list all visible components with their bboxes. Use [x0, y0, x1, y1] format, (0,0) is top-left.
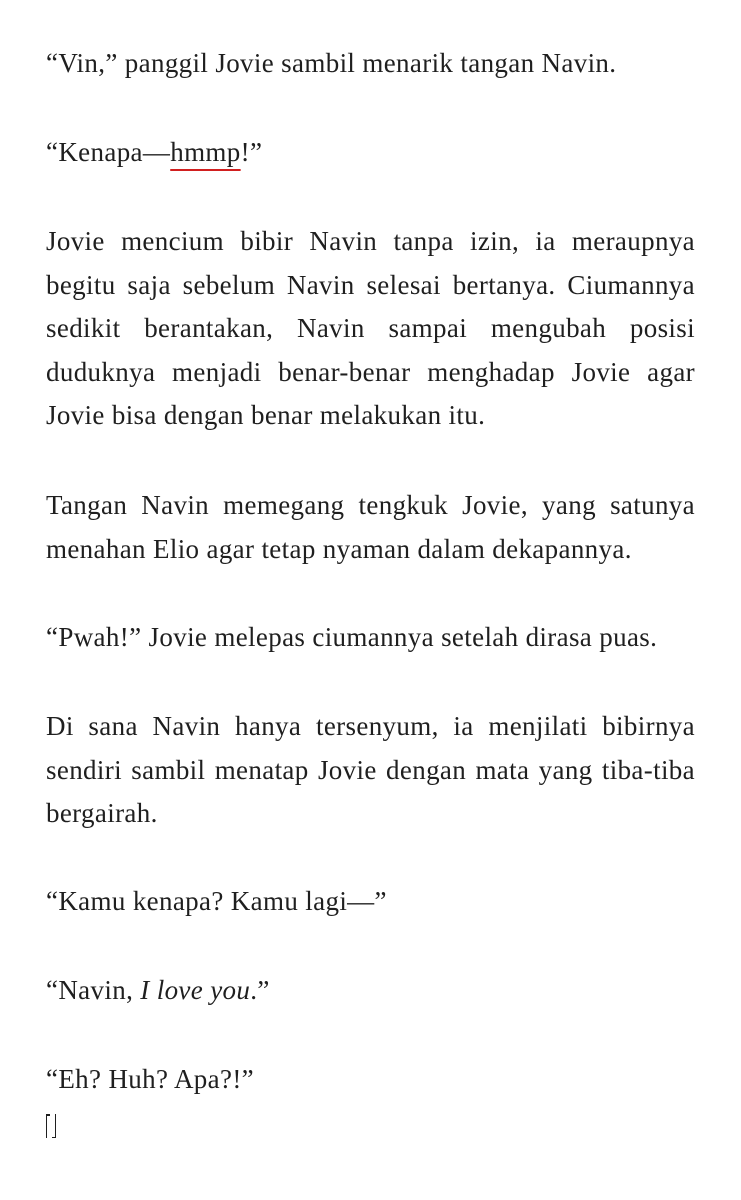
paragraph-1 — [46, 42, 695, 86]
paragraph-3-text: Jovie mencium bibir Navin tanpa izin, ia meraupnya begitu saja sebelum Navin selesai bertanya. Ciumannya sedikit berantakan, Navin sampai mengubah posisi duduknya menjadi benar-benar menghadap Jovie agar Jovie bisa dengan benar melakukan itu. — [46, 226, 695, 430]
paragraph-6-text: Di sana Navin hanya tersenyum, ia menjilati bibirnya sendiri sambil menatap Jovie dengan mata yang tiba-tiba bergairah. — [46, 711, 695, 828]
paragraph-6 — [46, 705, 695, 836]
paragraph-5-text: “Pwah!” Jovie melepas ciumannya setelah dirasa puas. — [46, 622, 658, 652]
paragraph-2-text-before: “Kenapa— — [46, 137, 171, 167]
paragraph-4 — [46, 484, 695, 571]
paragraph-4-text: Tangan Navin memegang tengkuk Jovie, yang satunya menahan Elio agar tetap nyaman dalam dekapannya. — [46, 490, 695, 564]
paragraph-9 — [46, 1058, 695, 1102]
paragraph-9-text: “Eh? Huh? Apa?!” — [46, 1064, 254, 1094]
paragraph-8-text-after: .” — [250, 975, 270, 1005]
text-cursor-icon — [46, 1114, 56, 1138]
paragraph-2-text-after: !” — [240, 137, 263, 167]
paragraph-2 — [46, 131, 695, 175]
paragraph-7-text: “Kamu kenapa? Kamu lagi—” — [46, 886, 387, 916]
paragraph-8 — [46, 969, 695, 1013]
paragraph-3 — [46, 220, 695, 438]
paragraph-8-text-before: “Navin, — [46, 975, 141, 1005]
paragraph-7 — [46, 880, 695, 924]
paragraph-5 — [46, 616, 695, 660]
paragraph-1-text: “Vin,” panggil Jovie sambil menarik tangan Navin. — [46, 48, 617, 78]
paragraph-8-italic: I love you — [140, 975, 251, 1005]
spellcheck-flagged-word[interactable]: hmmp — [170, 137, 241, 167]
